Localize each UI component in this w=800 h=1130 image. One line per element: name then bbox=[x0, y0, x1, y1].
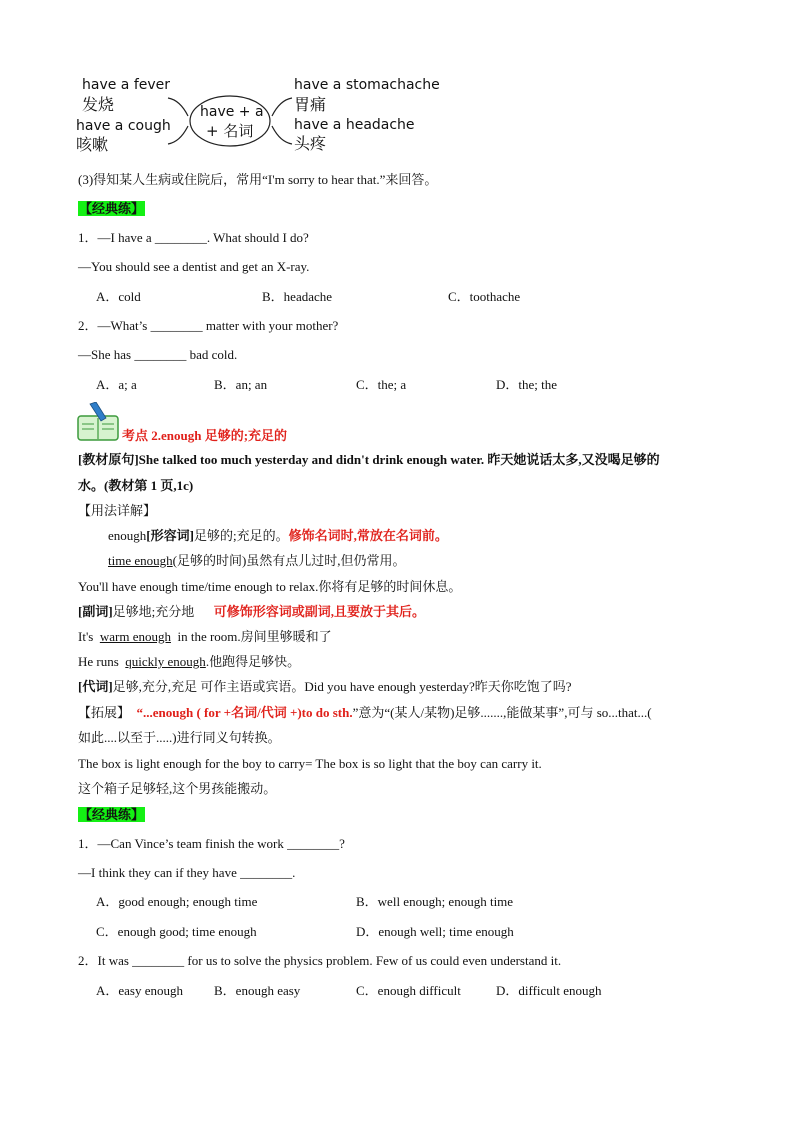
mindmap-left-bottom-en: have a cough bbox=[76, 118, 171, 134]
ext-title: 【拓展】 bbox=[78, 705, 131, 720]
quickly-enough: quickly enough bbox=[125, 654, 206, 669]
note-3: (3)得知某人生病或住院后，常用“I'm sorry to hear that.”来回答。 bbox=[78, 172, 438, 187]
adv-meaning: 足够地;充分地 bbox=[112, 604, 195, 619]
extension-line2: 如此....以至于.....)进行同义句转换。 bbox=[78, 730, 281, 745]
q4-option-c: C．enough difficult bbox=[356, 983, 461, 998]
kaodian-label: 考点 2.enough 足够的;充足的 bbox=[122, 428, 288, 443]
extension bbox=[78, 704, 652, 722]
warm-enough: warm enough bbox=[99, 629, 171, 644]
q2-option-b: B．an; an bbox=[214, 377, 268, 392]
q3-option-c: C．enough good; time enough bbox=[96, 924, 257, 939]
adj-usage bbox=[108, 527, 448, 545]
pron-usage bbox=[78, 678, 572, 696]
adj-word: enough bbox=[108, 528, 147, 543]
adv-usage bbox=[78, 603, 425, 621]
source-sentence-line1: [教材原句]She talked too much yesterday and didn't drink enough water. 昨天她说话太多,又没喝足够的 bbox=[78, 452, 660, 467]
mindmap-right-bottom-cn: 头疼 bbox=[294, 134, 327, 153]
pron-pos: [代词] bbox=[78, 679, 113, 694]
ext-pattern: “...enough ( for +名词/代词 +)to do sth. bbox=[136, 705, 353, 720]
question-2-reply: —She has ________ bad cold. bbox=[78, 347, 238, 362]
question-4: 2．It was ________ for us to solve the physics problem. Few of us could even understand it. bbox=[78, 953, 562, 968]
adj-meaning: 足够的;充足的。 bbox=[193, 528, 289, 543]
time-enough-note bbox=[108, 552, 406, 570]
q2-option-a: A．a; a bbox=[96, 377, 137, 392]
q1-option-c: C．toothache bbox=[448, 289, 521, 304]
q4-option-b: B．enough easy bbox=[214, 983, 301, 998]
q2-option-d: D．the; the bbox=[496, 377, 558, 392]
question-1: 1．—I have a ________. What should I do? bbox=[78, 230, 309, 245]
q4-option-a: A．easy enough bbox=[96, 983, 184, 998]
mindmap-connector-left-top bbox=[168, 98, 188, 116]
mindmap-left-top-cn: 发烧 bbox=[82, 95, 115, 114]
practice-tag: 【经典练】 bbox=[79, 201, 145, 216]
mindmap-connector-right-top bbox=[272, 98, 292, 116]
mindmap-connector-right-bottom bbox=[272, 126, 292, 144]
time-enough-desc: (足够的时间)虽然有点儿过时,但仍常用。 bbox=[172, 553, 406, 568]
q1-option-a: A．cold bbox=[96, 289, 141, 304]
adv-pos: [副词] bbox=[78, 604, 113, 619]
q3-option-d: D．enough well; time enough bbox=[356, 924, 514, 939]
question-2: 2．—What’s ________ matter with your mother? bbox=[78, 318, 339, 333]
example-warm: It's warm enough in the room.房间里够暖和了 bbox=[78, 629, 332, 644]
book-pencil-icon bbox=[76, 402, 122, 442]
ext-rest: ”意为“(某人/某物)足够.......,能做某事”,可与 so...that...( bbox=[352, 705, 652, 720]
example-1: You'll have enough time/time enough to relax.你将有足够的时间休息。 bbox=[78, 579, 462, 594]
practice-tag-2: 【经典练】 bbox=[79, 807, 145, 822]
q1-option-b: B．headache bbox=[262, 289, 333, 304]
mindmap-left-bottom-cn: 咳嗽 bbox=[76, 135, 109, 154]
q4-option-d: D．difficult enough bbox=[496, 983, 602, 998]
mindmap-right-top-en: have a stomachache bbox=[294, 77, 440, 93]
question-3: 1．—Can Vince’s team finish the work ________? bbox=[78, 836, 345, 851]
question-3-reply: —I think they can if they have ________. bbox=[78, 865, 296, 880]
example-quick: He runs quickly enough.他跑得足够快。 bbox=[78, 654, 301, 669]
mindmap-right-bottom-en: have a headache bbox=[294, 117, 415, 133]
mindmap-center-line1: have + a bbox=[200, 104, 264, 120]
mindmap-left-top-en: have a fever bbox=[82, 77, 171, 93]
extension-example-cn: 这个箱子足够轻,这个男孩能搬动。 bbox=[78, 781, 277, 796]
adj-pos: [形容词] bbox=[146, 528, 194, 543]
mindmap-connector-left-bottom bbox=[168, 126, 188, 144]
adj-rule: 修饰名词时,常放在名词前。 bbox=[288, 528, 448, 543]
time-enough-term: time enough bbox=[108, 553, 173, 568]
source-sentence-line2: 水。(教材第 1 页,1c) bbox=[78, 478, 194, 493]
usage-title: 【用法详解】 bbox=[78, 503, 157, 518]
q3-option-a: A．good enough; enough time bbox=[96, 894, 258, 909]
mindmap-center-line2: + 名词 bbox=[206, 122, 254, 140]
mindmap-right-top-cn: 胃痛 bbox=[294, 95, 327, 114]
q3-option-b: B．well enough; enough time bbox=[356, 894, 514, 909]
adv-rule: 可修饰形容词或副词,且要放于其后。 bbox=[213, 604, 426, 619]
question-1-reply: —You should see a dentist and get an X-ray. bbox=[78, 259, 310, 274]
q2-option-c: C．the; a bbox=[356, 377, 407, 392]
pron-text: 足够,充分,充足 可作主语或宾语。Did you have enough yesterday?昨天你吃饱了吗? bbox=[112, 679, 572, 694]
extension-example: The box is light enough for the boy to carry= The box is so light that the boy can carry it. bbox=[78, 756, 542, 771]
